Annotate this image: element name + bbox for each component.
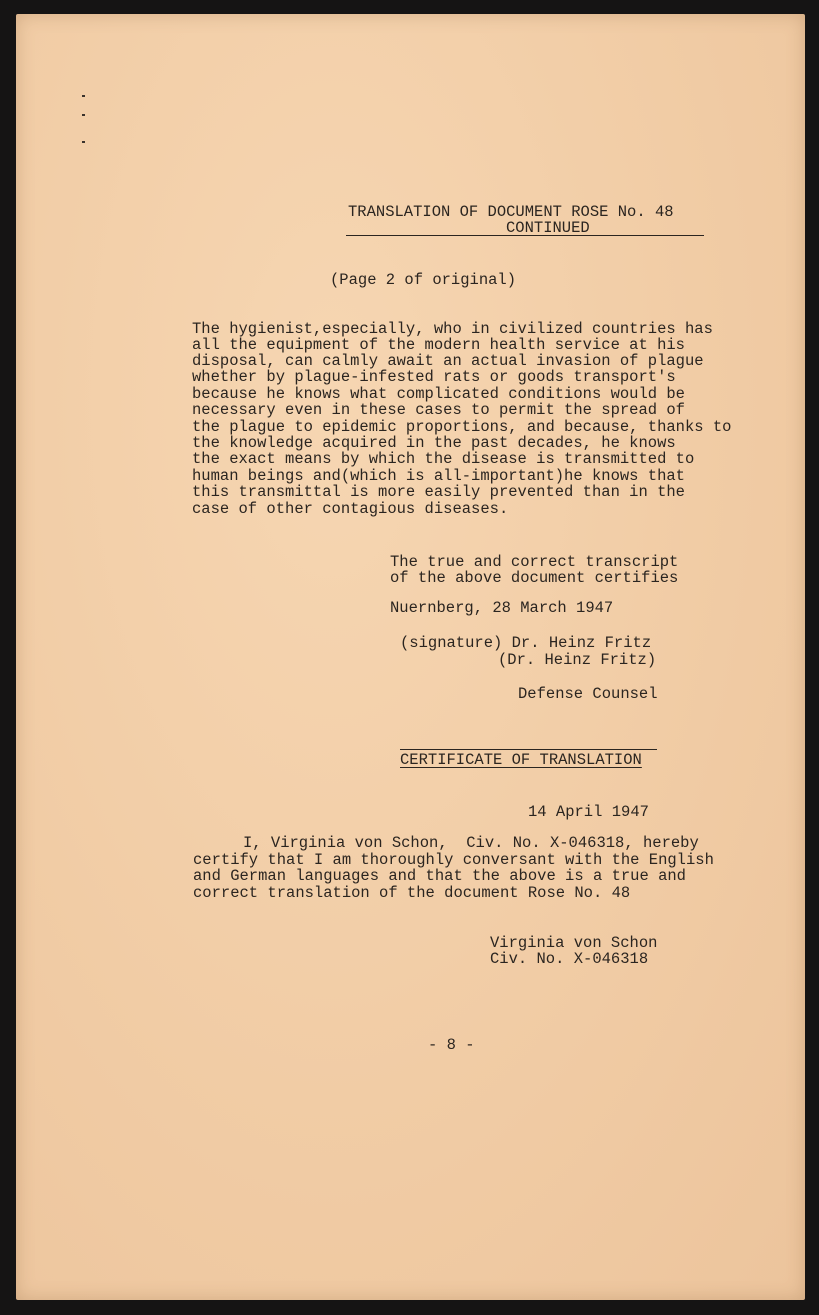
body-line: human beings and(which is all-important)he knows that	[192, 467, 685, 485]
body-line: the exact means by which the disease is transmitted to	[192, 450, 695, 468]
body-line: the knowledge acquired in the past decades, he knows	[192, 434, 676, 452]
certificate-line: certify that I am thoroughly conversant with the English	[193, 851, 714, 869]
certificate-line: correct translation of the document Rose No. 48	[193, 884, 631, 902]
document-title: TRANSLATION OF DOCUMENT ROSE No. 48	[348, 203, 674, 221]
document-subtitle: CONTINUED	[506, 219, 590, 237]
body-line: case of other contagious diseases.	[192, 500, 509, 518]
certificate-date: 14 April 1947	[528, 803, 649, 821]
signature-line: (signature) Dr. Heinz Fritz	[400, 634, 652, 652]
place-date: Nuernberg, 28 March 1947	[390, 599, 614, 617]
certificate-heading: CERTIFICATE OF TRANSLATION	[400, 751, 642, 769]
margin-mark	[82, 95, 85, 97]
body-line: this transmittal is more easily prevented than in the	[192, 483, 685, 501]
body-line: necessary even in these cases to permit the spread of	[192, 401, 685, 419]
certificate-line: I, Virginia von Schon, Civ. No. X-046318, hereby	[243, 834, 699, 852]
certification-line: The true and correct transcript	[390, 553, 679, 571]
body-line: whether by plague-infested rats or goods transport's	[192, 368, 676, 386]
certificate-heading-rule	[400, 749, 657, 750]
page-number: - 8 -	[428, 1036, 475, 1054]
translator-civ-number: Civ. No. X-046318	[490, 950, 649, 968]
signer-name: (Dr. Heinz Fritz)	[498, 651, 657, 669]
signer-role: Defense Counsel	[518, 685, 658, 703]
body-line: The hygienist,especially, who in civilized countries has	[192, 320, 713, 338]
margin-mark	[82, 114, 85, 116]
body-line: disposal, can calmly await an actual invasion of plague	[192, 352, 704, 370]
body-line: because he knows what complicated conditions would be	[192, 385, 685, 403]
page-reference: (Page 2 of original)	[330, 271, 517, 289]
translator-name: Virginia von Schon	[490, 934, 658, 952]
body-line: all the equipment of the modern health service at his	[192, 336, 685, 354]
body-line: the plague to epidemic proportions, and because, thanks to	[192, 418, 732, 436]
margin-mark	[82, 141, 85, 143]
certificate-line: and German languages and that the above is a true and	[193, 867, 686, 885]
certification-line: of the above document certifies	[390, 569, 679, 587]
